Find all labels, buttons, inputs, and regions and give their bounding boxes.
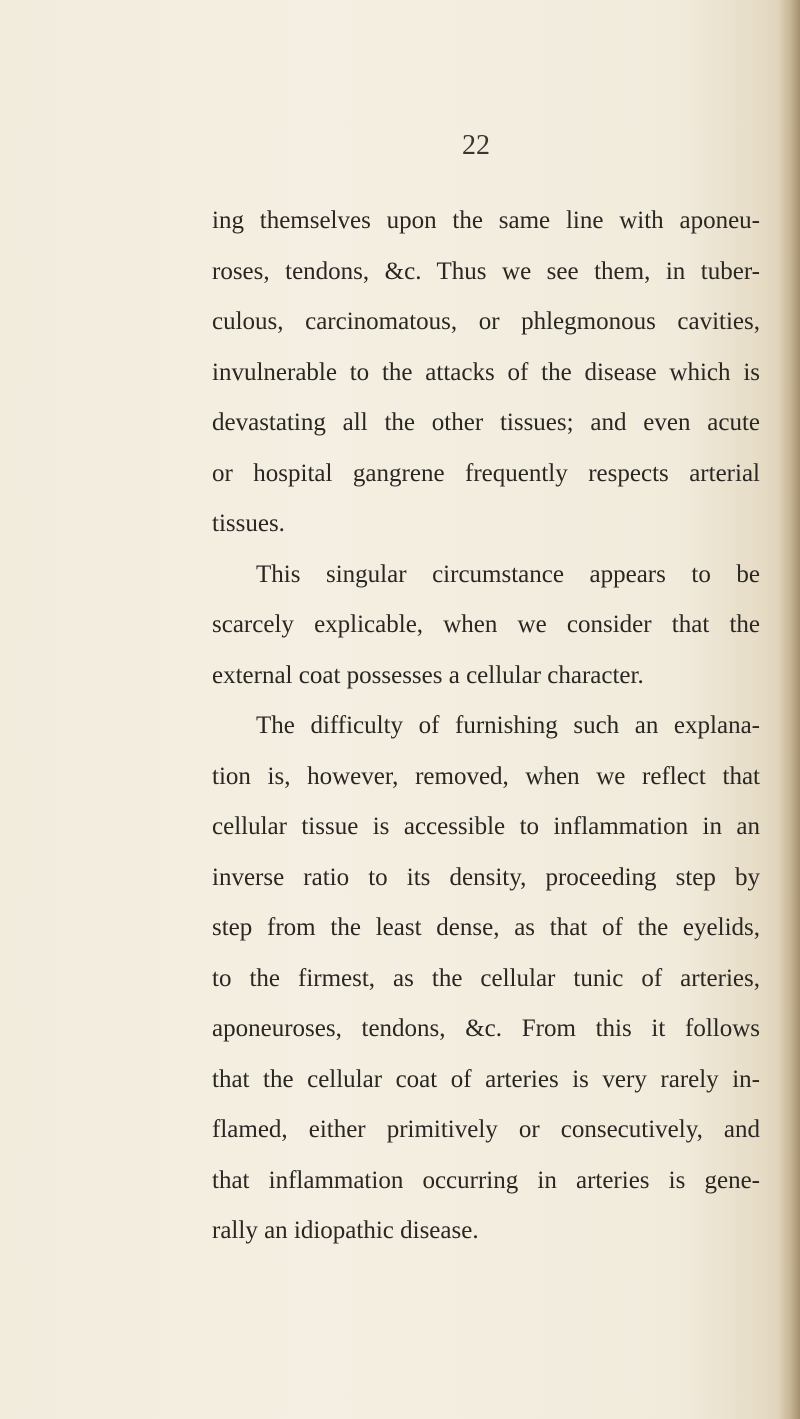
text-line: scarcely explicable, when we consider that the bbox=[212, 611, 760, 638]
text-line: culous, carcinomatous, or phlegmonous cavities, bbox=[212, 308, 760, 335]
page-edge-shadow bbox=[778, 0, 800, 1419]
text-line: roses, tendons, &c. Thus we see them, in tuber- bbox=[212, 257, 760, 285]
text-line: tion is, however, removed, when we reflect that bbox=[212, 762, 760, 790]
text-line: inverse ratio to its density, proceeding step by bbox=[212, 863, 760, 891]
text-line: that inflammation occurring in arteries is gene- bbox=[212, 1166, 760, 1194]
text-line: cellular tissue is accessible to inflammation in an bbox=[212, 813, 760, 840]
body-text bbox=[212, 196, 760, 1257]
text-line: ing themselves upon the same line with aponeu- bbox=[212, 207, 760, 234]
text-line: The difficulty of furnishing such an explana- bbox=[256, 712, 760, 739]
text-line: tissues. bbox=[212, 510, 285, 537]
text-line: external coat possesses a cellular character. bbox=[212, 661, 644, 689]
text-line: aponeuroses, tendons, &c. From this it follows bbox=[212, 1015, 760, 1042]
page-number: 22 bbox=[462, 130, 490, 161]
text-line: This singular circumstance appears to be bbox=[256, 560, 760, 588]
text-line: devastating all the other tissues; and even acute bbox=[212, 409, 760, 436]
text-line: flamed, either primitively or consecutively, and bbox=[212, 1116, 760, 1143]
text-line: invulnerable to the attacks of the disease which is bbox=[212, 358, 760, 386]
text-line: that the cellular coat of arteries is very rarely in- bbox=[212, 1065, 760, 1093]
text-line: to the firmest, as the cellular tunic of arteries, bbox=[212, 964, 760, 992]
text-line: step from the least dense, as that of the eyelids, bbox=[212, 914, 760, 941]
text-line: rally an idiopathic disease. bbox=[212, 1217, 479, 1244]
text-line: or hospital gangrene frequently respects arterial bbox=[212, 459, 760, 487]
